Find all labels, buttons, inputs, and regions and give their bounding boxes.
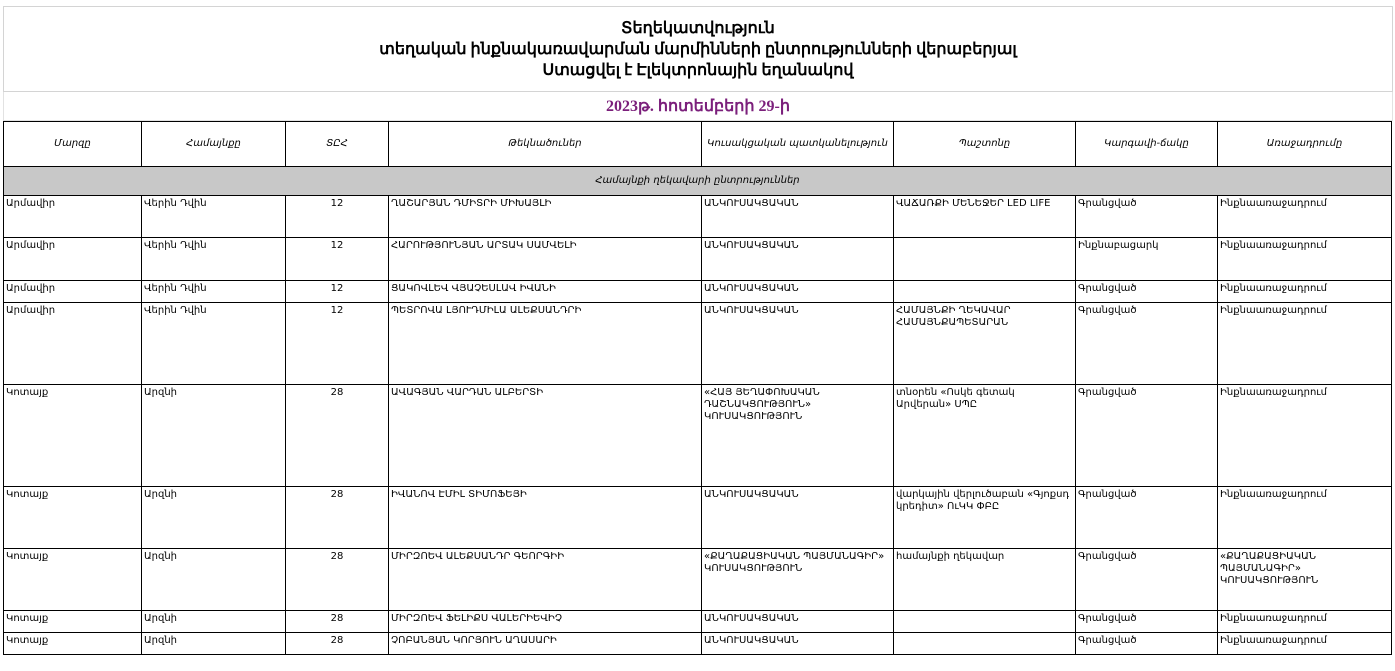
cell-position: ՎԱՃԱՌՔԻ ՄԵՆԵՋԵՐ LED LIFE bbox=[894, 196, 1076, 238]
table-header-row bbox=[4, 122, 1392, 167]
table-row bbox=[4, 196, 1392, 238]
cell-commission: 28 bbox=[286, 611, 389, 633]
cell-candidate: ՑԱԿՈՎԼԵՎ ՎՅԱՉԵՍԼԱՎ ԻՎԱՆԻ bbox=[389, 281, 702, 303]
report-date: 2023թ. հոտեմբերի 29-ի bbox=[606, 98, 790, 115]
table-row bbox=[4, 487, 1392, 549]
cell-candidate: ՄԻՐԶՈԵՎ ՖԵԼԻՔՍ ՎԱԼԵՐԻԵՎԻՉ bbox=[389, 611, 702, 633]
cell-region: Կոտայք bbox=[4, 611, 142, 633]
cell-nomination: Ինքնաառաջադրում bbox=[1218, 487, 1392, 549]
cell-region: Կոտայք bbox=[4, 385, 142, 487]
cell-candidate: ՉՈԲԱՆՅԱՆ ԿՈՐՅՈՒՆ ԱՂԱՍԱՐԻ bbox=[389, 633, 702, 655]
col-header-commission: ՏԸՀ bbox=[286, 122, 389, 167]
cell-party: ԱՆԿՈՒՍԱԿՑԱԿԱՆ bbox=[702, 281, 894, 303]
table-row bbox=[4, 303, 1392, 385]
cell-community: Արզնի bbox=[142, 633, 286, 655]
cell-status: Գրանցված bbox=[1076, 611, 1218, 633]
col-header-position: Պաշտոնը bbox=[894, 122, 1076, 167]
document bbox=[3, 6, 1393, 655]
cell-status: Գրանցված bbox=[1076, 281, 1218, 303]
cell-party: ԱՆԿՈՒՍԱԿՑԱԿԱՆ bbox=[702, 633, 894, 655]
col-header-candidates: Թեկնածուներ bbox=[389, 122, 702, 167]
cell-status: Ինքնաբացարկ bbox=[1076, 238, 1218, 281]
cell-nomination: Ինքնաառաջադրում bbox=[1218, 611, 1392, 633]
table-row bbox=[4, 549, 1392, 611]
col-header-party: Կուսակցական պատկանելություն bbox=[702, 122, 894, 167]
cell-commission: 28 bbox=[286, 633, 389, 655]
table-row bbox=[4, 385, 1392, 487]
cell-candidate: ԻՎԱՆՈՎ ԷՄԻԼ ՏԻՄՈՖԵՅԻ bbox=[389, 487, 702, 549]
cell-community: Վերին Դվին bbox=[142, 196, 286, 238]
cell-commission: 12 bbox=[286, 238, 389, 281]
cell-commission: 28 bbox=[286, 487, 389, 549]
report-header bbox=[3, 6, 1393, 92]
cell-nomination: Ինքնաառաջադրում bbox=[1218, 633, 1392, 655]
cell-status: Գրանցված bbox=[1076, 385, 1218, 487]
cell-position bbox=[894, 633, 1076, 655]
candidates-table bbox=[3, 121, 1392, 655]
cell-party: ԱՆԿՈՒՍԱԿՑԱԿԱՆ bbox=[702, 611, 894, 633]
cell-community: Արզնի bbox=[142, 611, 286, 633]
report-subtitle: տեղական ինքնակառավարման մարմինների ընտրությունների վերաբերյալ bbox=[379, 40, 1017, 58]
cell-position: ՀԱՄԱՅՆՔԻ ՂԵԿԱՎԱՐ ՀԱՄԱՅՆՔԱՊԵՏԱՐԱՆ bbox=[894, 303, 1076, 385]
cell-commission: 12 bbox=[286, 196, 389, 238]
cell-position bbox=[894, 281, 1076, 303]
cell-party: ԱՆԿՈՒՍԱԿՑԱԿԱՆ bbox=[702, 487, 894, 549]
cell-status: Գրանցված bbox=[1076, 303, 1218, 385]
cell-commission: 28 bbox=[286, 385, 389, 487]
report-source-note: Ստացվել է Էլեկտրոնային եղանակով bbox=[542, 61, 854, 79]
cell-candidate: ՂԱՇԱՐՅԱՆ ԴՄԻՏՐԻ ՄԻԽԱՅԼԻ bbox=[389, 196, 702, 238]
cell-region: Կոտայք bbox=[4, 633, 142, 655]
cell-candidate: ՊԵՏՐՈՎԱ ԼՅՈՒԴՄԻԼԱ ԱԼԵՔՍԱՆԴՐԻ bbox=[389, 303, 702, 385]
cell-commission: 28 bbox=[286, 549, 389, 611]
cell-nomination: Ինքնաառաջադրում bbox=[1218, 238, 1392, 281]
cell-position bbox=[894, 611, 1076, 633]
cell-community: Վերին Դվին bbox=[142, 238, 286, 281]
cell-status: Գրանցված bbox=[1076, 549, 1218, 611]
cell-nomination: Ինքնաառաջադրում bbox=[1218, 303, 1392, 385]
cell-party: «ՀԱՅ ՅԵՂԱՓՈԽԱԿԱՆ ԴԱՇՆԱԿՑՈՒԹՅՈՒՆ» ԿՈՒՍԱԿՑՈՒԹՅՈՒՆ bbox=[702, 385, 894, 487]
cell-nomination: Ինքնաառաջադրում bbox=[1218, 281, 1392, 303]
cell-community: Արզնի bbox=[142, 487, 286, 549]
cell-party: «ՔԱՂԱՔԱՑԻԱԿԱՆ ՊԱՅՄԱՆԱԳԻՐ» ԿՈՒՍԱԿՑՈՒԹՅՈՒՆ bbox=[702, 549, 894, 611]
cell-region: Արմավիր bbox=[4, 238, 142, 281]
cell-commission: 12 bbox=[286, 281, 389, 303]
report-title: Տեղեկատվություն bbox=[621, 19, 775, 37]
cell-nomination: Ինքնաառաջադրում bbox=[1218, 385, 1392, 487]
table-row bbox=[4, 611, 1392, 633]
cell-position: վարկային վերլուծաբան «Գյոքսդ կրեդիտ» ՈւԿԿ ՓԲԸ bbox=[894, 487, 1076, 549]
cell-community: Վերին Դվին bbox=[142, 281, 286, 303]
cell-community: Արզնի bbox=[142, 549, 286, 611]
cell-status: Գրանցված bbox=[1076, 487, 1218, 549]
col-header-community: Համայնքը bbox=[142, 122, 286, 167]
cell-status: Գրանցված bbox=[1076, 633, 1218, 655]
section-row bbox=[4, 167, 1392, 196]
cell-candidate: ԱՎԱԳՅԱՆ ՎԱՐԴԱՆ ԱԼԲԵՐՏԻ bbox=[389, 385, 702, 487]
cell-region: Արմավիր bbox=[4, 281, 142, 303]
col-header-region: Մարզը bbox=[4, 122, 142, 167]
cell-position: տնօրեն «Ոսկե գետակ Արվերան» ՍՊԸ bbox=[894, 385, 1076, 487]
cell-region: Կոտայք bbox=[4, 549, 142, 611]
cell-candidate: ՄԻՐԶՈԵՎ ԱԼԵՔՍԱՆԴՐ ԳԵՈՐԳԻԻ bbox=[389, 549, 702, 611]
cell-position bbox=[894, 238, 1076, 281]
cell-status: Գրանցված bbox=[1076, 196, 1218, 238]
report-date-row bbox=[3, 92, 1393, 121]
cell-region: Արմավիր bbox=[4, 196, 142, 238]
cell-region: Արմավիր bbox=[4, 303, 142, 385]
cell-candidate: ՀԱՐՈՒԹՅՈՒՆՅԱՆ ԱՐՏԱԿ ՍԱՄՎԵԼԻ bbox=[389, 238, 702, 281]
cell-party: ԱՆԿՈՒՍԱԿՑԱԿԱՆ bbox=[702, 196, 894, 238]
table-row bbox=[4, 633, 1392, 655]
cell-community: Վերին Դվին bbox=[142, 303, 286, 385]
table-row bbox=[4, 281, 1392, 303]
cell-nomination: Ինքնաառաջադրում bbox=[1218, 196, 1392, 238]
cell-commission: 12 bbox=[286, 303, 389, 385]
col-header-nomination: Առաջադրումը bbox=[1218, 122, 1392, 167]
cell-position: համայնքի ղեկավար bbox=[894, 549, 1076, 611]
cell-party: ԱՆԿՈՒՍԱԿՑԱԿԱՆ bbox=[702, 303, 894, 385]
col-header-status: Կարգավի-ճակը bbox=[1076, 122, 1218, 167]
cell-party: ԱՆԿՈՒՍԱԿՑԱԿԱՆ bbox=[702, 238, 894, 281]
cell-nomination: «ՔԱՂԱՔԱՑԻԱԿԱՆ ՊԱՅՄԱՆԱԳԻՐ» ԿՈՒՍԱԿՑՈՒԹՅՈՒՆ bbox=[1218, 549, 1392, 611]
section-title: Համայնքի ղեկավարի ընտրություններ bbox=[4, 167, 1392, 196]
cell-community: Արզնի bbox=[142, 385, 286, 487]
table-row bbox=[4, 238, 1392, 281]
cell-region: Կոտայք bbox=[4, 487, 142, 549]
